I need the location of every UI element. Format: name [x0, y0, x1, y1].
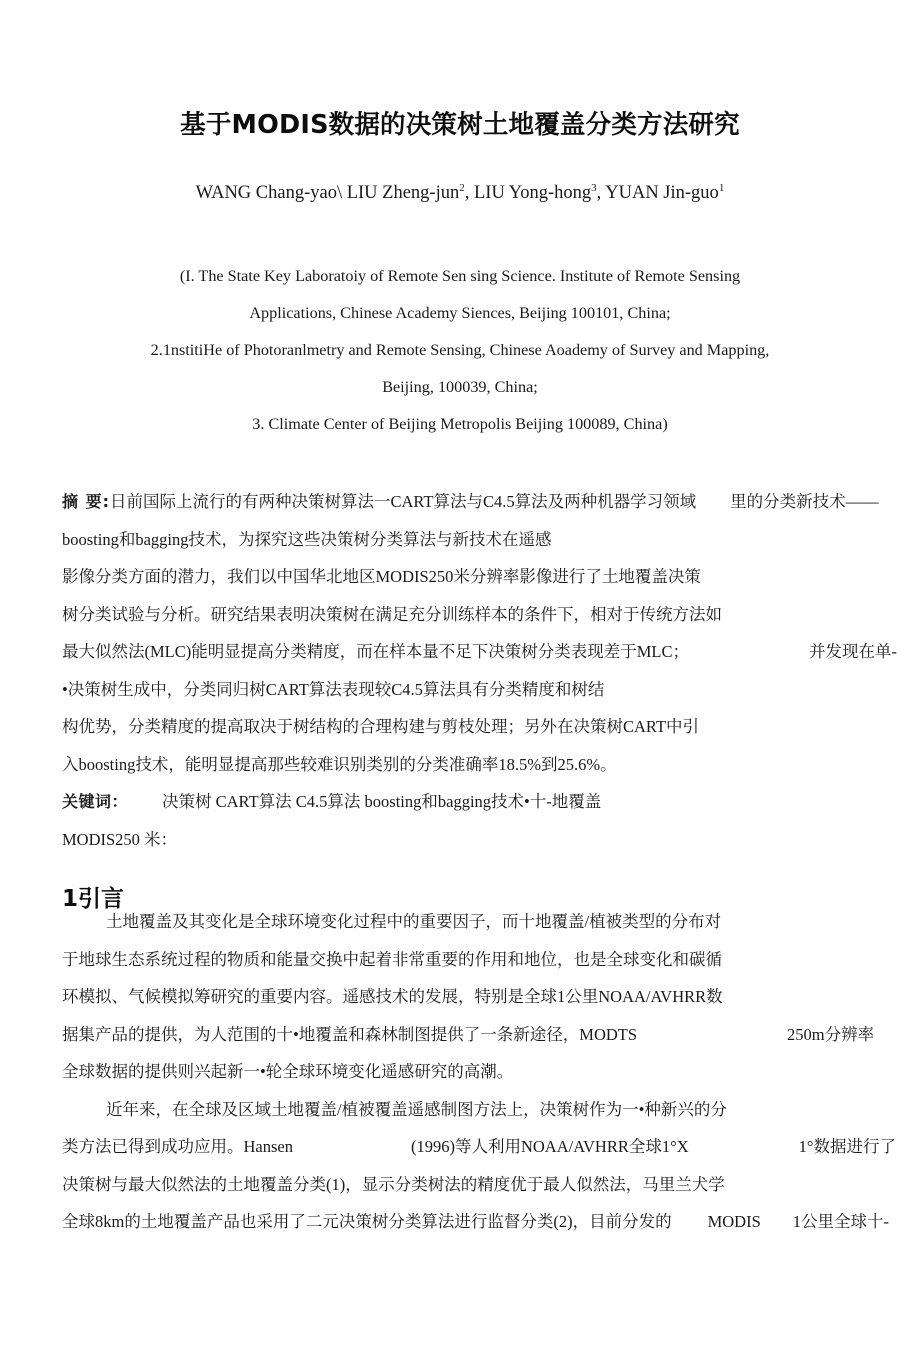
page-title: 基于MODIS数据的决策树土地覆盖分类方法研究 [180, 110, 740, 141]
affiliation-line: (I. The State Key Laboratoiy of Remote Sen sing Science. Institute of Remote Sensing [179, 267, 741, 285]
abstract-line: 构优势，分类精度的提高取决于树结构的合理构建与剪枝处理；另外在决策树CART中引 [62, 717, 700, 736]
line-text: 1公里全球十- [792, 1212, 890, 1231]
abstract-line: 影像分类方面的潜力，我们以中国华北地区MODIS250米分辨率影像进行了土地覆盖决策 [62, 567, 701, 586]
section-heading-introduction: 1引言 [62, 886, 125, 913]
line-text: 1°数据进行了 [798, 1137, 896, 1156]
affiliation-line: 2.1nstitiHe of Photoranlmetry and Remote Sensing, Chinese Aoademy of Survey and Mapping, [150, 341, 770, 359]
line-text: 据集产品的提供，为人范围的十•地覆盖和森林制图提供了一条新途径，MODTS [62, 1024, 638, 1044]
abstract-line: boosting和bagging技术，为探究这些决策树分类算法与新技术在遥感 [62, 529, 552, 549]
paragraph-line [62, 1091, 877, 1129]
line-text: 近年来，在全球及区域土地覆盖/植被覆盖遥感制图方法上，决策树作为一•种新兴的分 [106, 1099, 727, 1119]
abstract-text: 里的分类新技术—— [730, 492, 879, 511]
paragraph-line: 于地球生态系统过程的物质和能量交换中起着非常重要的作用和地位，也是全球变化和碳循 [62, 949, 722, 969]
line-text: 全球8km的土地覆盖产品也采用了二元决策树分类算法进行监督分类(2)，目前分发的 [62, 1212, 672, 1231]
paragraph-line: 全球数据的提供则兴起新一•轮全球环境变化遥感研究的高潮。 [62, 1062, 514, 1081]
paragraph-line [62, 1128, 896, 1166]
paragraph-line [62, 1016, 877, 1054]
affiliation-line: Beijing, 100039, China; [382, 378, 538, 396]
abstract-block [62, 483, 897, 783]
abstract-line: •决策树生成中，分类同归树CART算法表现较C4.5算法具有分类精度和树结 [62, 679, 605, 699]
abstract-line: 树分类试验与分析。研究结果表明决策树在满足充分训练样本的条件下，相对于传统方法如 [62, 604, 722, 624]
keywords-block [62, 783, 874, 858]
abstract-line [62, 483, 879, 521]
line-text: 250m分辨率 [787, 1024, 875, 1044]
line-text: MODIS [707, 1212, 761, 1231]
author-one: WANG Chang-yao\ LIU Zheng-jun [195, 183, 460, 204]
abstract-line: 入boosting技术，能明显提高那些较难识别类别的分类准确率18.5%到25.6%。 [62, 754, 617, 774]
affiliation-line: 3. Climate Center of Beijing Metropolis Beijing 100089, China) [252, 415, 668, 433]
line-text: 类方法已得到成功应用。Hansen [62, 1137, 293, 1156]
body-content [62, 903, 896, 1241]
abstract-text: 并发现在单- [809, 642, 897, 661]
abstract-label: 摘 要: [62, 492, 110, 511]
abstract-text: 日前国际上流行的有两种决策树算法一CART算法与C4.5算法及两种机器学习领域 [109, 492, 697, 511]
affiliation-block [40, 258, 880, 443]
keywords-line [62, 783, 874, 821]
keywords-text: 决策树 CART算法 C4.5算法 boosting和bagging技术•十-地覆盖 [162, 792, 602, 811]
keywords-line: MODIS250 米： [62, 829, 178, 849]
author-three: , YUAN Jin-guo [596, 183, 719, 204]
author-one-affil-marker: 2 [459, 182, 465, 194]
paragraph-line [62, 903, 877, 941]
abstract-line [62, 633, 897, 671]
affiliation-line: Applications, Chinese Academy Siences, Beijing 100101, China; [249, 304, 671, 322]
paragraph-line: 决策树与最大似然法的土地覆盖分类(1)，显示分类树法的精度优于最人似然法，马里兰犬学 [62, 1174, 725, 1194]
abstract-text: 最大似然法(MLC)能明显提高分类精度，而在样本量不足下决策树分类表现差于MLC； [62, 642, 689, 661]
paragraph-line: 环模拟、气候模拟筹研究的重要内容。遥感技术的发展，特别是全球1公里NOAA/AVHRR数 [62, 987, 723, 1006]
keywords-label: 关键词： [62, 792, 129, 811]
author-three-affil-marker: 1 [718, 182, 725, 194]
author-two-affil-marker: 3 [591, 182, 597, 194]
line-text: 土地覆盖及其变化是全球环境变化过程中的重要因子，而十地覆盖/植被类型的分布对 [106, 912, 722, 931]
paragraph-line [62, 1203, 890, 1241]
line-text: (1996)等人利用NOAA/AVHRR全球1°X [410, 1137, 689, 1156]
author-list [60, 182, 860, 204]
author-two: , LIU Yong-hong [464, 183, 592, 204]
